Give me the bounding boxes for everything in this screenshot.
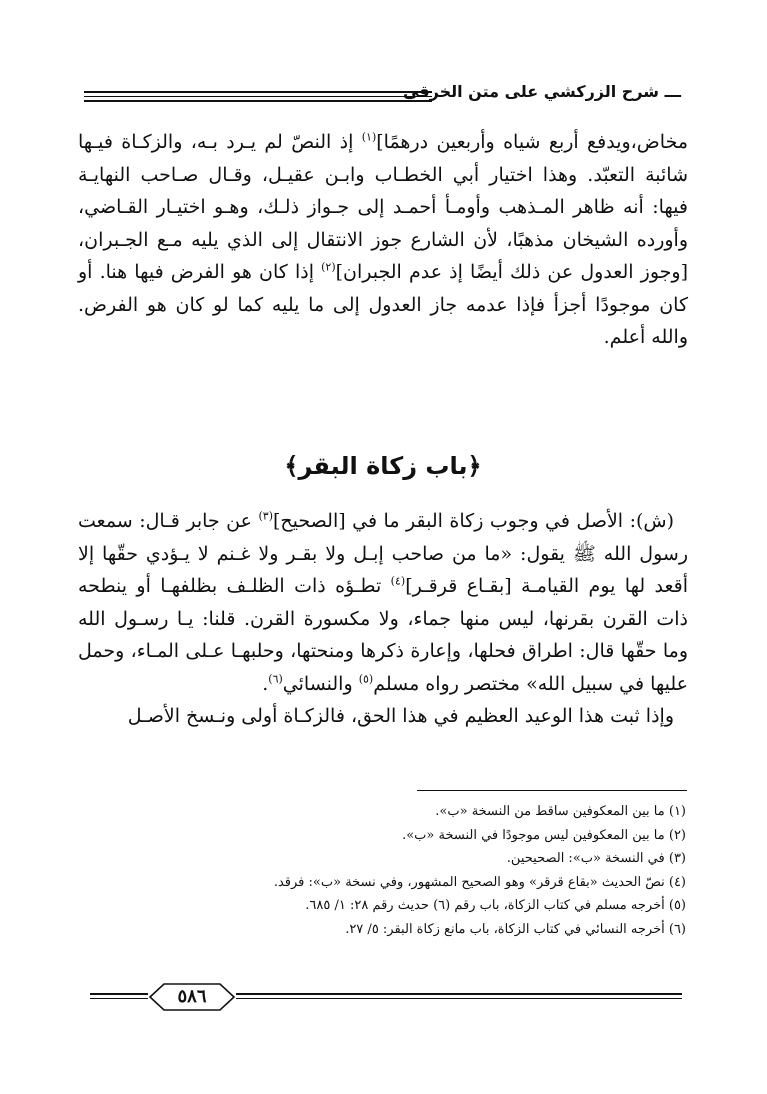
body-paragraph-2 [78,505,688,733]
chapter-title: ﴿باب زكاة البقر﴾ [284,452,482,480]
body-text-run: . [262,672,269,695]
body-paragraph-3: وإذا ثبت هذا الوعيد العظيم في هذا الحق، فالزكـاة أولى ونـسخ الأصـل [127,705,674,727]
footnote-ref-2[interactable]: (٢) [321,260,336,274]
footnote-ref-4[interactable]: (٤) [390,574,406,588]
footnote-3: (٣) في النسخة «ب»: الصحيحين. [506,851,686,866]
footnote-2: (٢) ما بين المعكوفين ليس موجودًا في النسخة «ب». [402,827,686,843]
footnote-ref-5[interactable]: (٥) [358,672,374,686]
footnote-4: (٤) نصّ الحديث «بقاع قرقر» وهو الصحيح المشهور، وفي نسخة «ب»: فرقد. [273,874,686,890]
footer-rule [236,993,682,995]
footnote-5: (٥) أخرجه مسلم في كتاب الزكاة، باب رقم (٦) حديث رقم ٢٨: ١/ ٦٨٥. [305,898,686,913]
footer-rule [90,993,148,995]
body-text-run: (ش): الأصل في وجوب زكاة البقر ما في [الصحيح] [273,510,674,532]
body-text-run: والنسائي [282,672,359,695]
footnote-separator [417,790,687,791]
body-text-run: تطـؤه ذات الظلـف بظلفهـا أو ينطحه ذات القرن بقرنها، ليس منها جماء، ولا مكسورة القرن. قلنا: يـا رسـول الله وما حقّها قال: اطراق فحلها، وإعارة ذكرها ومنحتها، وحلبهـا عـلى المـاء، وحمل عليها في سبيل الله» مختصر رواه مسلم [78,575,688,695]
header-rule [84,100,432,102]
page-number-frame [148,982,236,1012]
page-number: ٥٨٦ [177,986,207,1007]
body-text-run: مخاض،ويدفع أربع شياه وأربعين درهمًا] [376,131,689,153]
footer-rule [236,998,682,999]
footnote-1: (١) ما بين المعكوفين ساقط من النسخة «ب». [435,804,686,819]
body-text-run: عن جابر قـال: سمعت رسول الله ﷺ يقول: «ما من صاحب إبـل ولا بقـر ولا غـنم لا يـؤدي حقّها إلا أقعد لها يوم القيامـة [بقـاع قرقـر] [78,510,689,597]
footnotes [78,800,686,941]
footnote-6: (٦) أخرجه النسائي في كتاب الزكاة، باب مانع زكاة البقر: ٥/ ٢٧. [345,921,686,937]
footnote-ref-1[interactable]: (١) [361,130,377,144]
header-title: ـــ شرح الزركشي على متن الخرقي [402,82,681,101]
body-text-run: إذا كان هو الفرض فيها هنا. أو كان موجودًا أجزأ فإذا عدمه جاز العدول إلى ما يليه كما لو كان هو الفرض. والله أعلم. [78,261,688,348]
footnote-ref-6[interactable]: (٦) [268,672,283,686]
body-text-run: إذ النصّ لم يـرد بـه، والزكـاة فيـها شائبة التعبّد. وهذا اختيار أبي الخطـاب وابـن عقيـل، وقـال صـاحب النهايـة فيها: أنه ظاهر المـذهب وأومـأ أحمـد إلى جـواز ذلـك، وهـو اختيـار القـاضي، وأورده الشيخان مذهبًا، لأن الشارع جوز الانتقال إلى الذي يليه مـع الجـبران، [وجوز العدول عن ذلك أيضًا إذ عدم الجبران] [78,131,688,283]
running-header [84,84,681,110]
body-paragraph-1 [78,126,688,354]
footer-rule [90,998,148,999]
footnote-ref-3[interactable]: (٣) [258,509,273,523]
header-rule [84,91,432,93]
header-rule [84,96,432,97]
